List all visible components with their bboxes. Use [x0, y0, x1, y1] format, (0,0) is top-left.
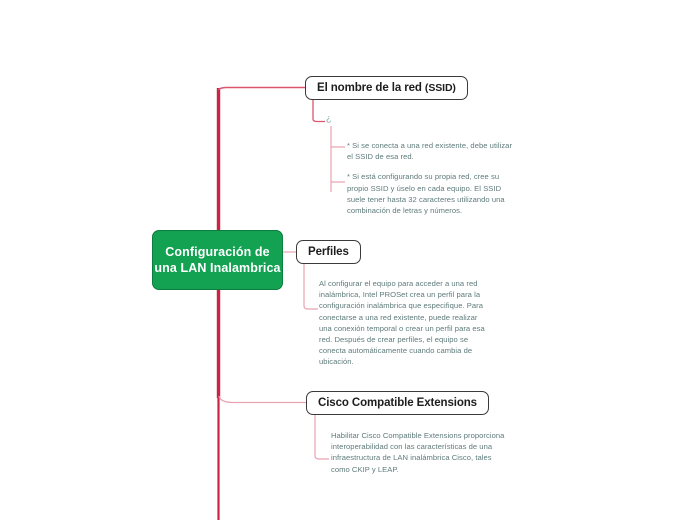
topic-node-cisco[interactable]: [306, 391, 489, 415]
topic-node-perfiles-label: Perfiles: [308, 246, 349, 258]
branch-cisco: [219, 396, 306, 403]
root-node-label: Configuración de una LAN Inalambrica: [154, 245, 281, 275]
topic-node-ssid[interactable]: [305, 76, 468, 100]
subbranch-ssid-stub: [313, 100, 325, 122]
note-ssid-bullets: [347, 140, 519, 216]
branch-ssid: [219, 88, 306, 91]
root-node[interactable]: [152, 230, 283, 290]
micro-node[interactable]: [326, 113, 332, 123]
note-cisco-text: Habilitar Cisco Compatible Extensions proporciona interoperabilidad con las características de una infraestructura de LAN inalámbrica Cisco, tales como CKIP y LEAP.: [331, 431, 505, 474]
note-cisco: [331, 430, 511, 475]
topic-node-perfiles[interactable]: [296, 240, 361, 264]
note-perfiles: [319, 278, 491, 368]
topic-ssid-label-main: El nombre de la red: [317, 82, 425, 94]
note-ssid-bullet-2: * Si está configurando su propia red, cree su propio SSID y úselo en cada equipo. El SSID suele tener hasta 32 caracteres utilizando una combinación de letras y números.: [347, 172, 505, 216]
micro-node-label: ¿: [326, 113, 332, 123]
subbranch-cisco: [315, 415, 329, 459]
topic-node-ssid-label: [317, 82, 456, 94]
note-perfiles-text: Al configurar el equipo para acceder a una red inalámbrica, Intel PROSet crea un perfil para la configuración inalámbrica que especifique. Para conectarse a una red existente, puede realizar una conexión temporal o crear un perfil para esa red. Después de crear perfiles, el equipo se conecta automáticamente cuando cambia de ubicación.: [319, 279, 485, 367]
topic-ssid-label-suffix: (SSID): [424, 82, 456, 94]
topic-node-cisco-label: Cisco Compatible Extensions: [318, 397, 477, 409]
subbranch-perfiles: [304, 264, 318, 309]
note-ssid-bullet-1: * Si se conecta a una red existente, debe utilizar el SSID de esa red.: [347, 141, 513, 162]
